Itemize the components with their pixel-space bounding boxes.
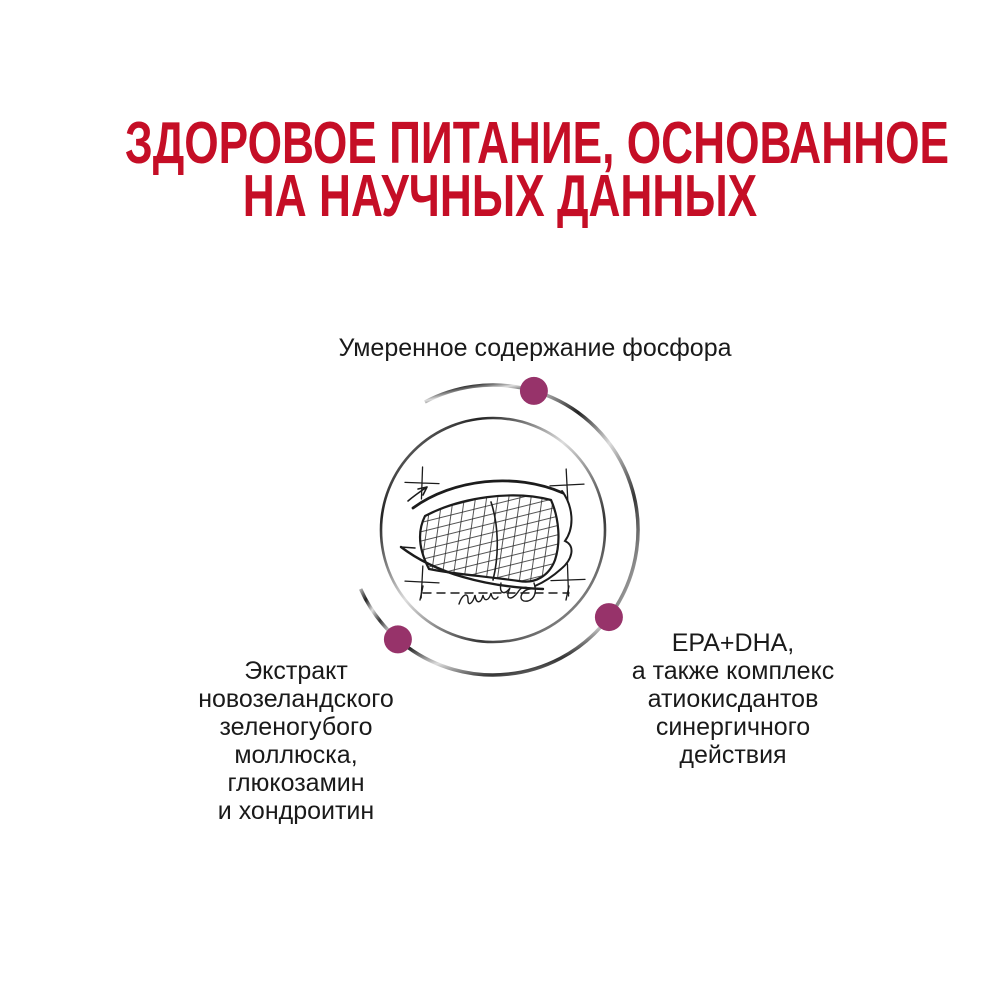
outer-arc-bottom [408, 627, 601, 675]
top-left-arrow [408, 487, 427, 501]
kibble-diagram [313, 350, 673, 710]
bottom-arrowhead [401, 547, 415, 555]
feature-label-epa-line: атиокисдантов [647, 685, 819, 713]
feature-label-epa-line: а также комплекс [631, 657, 835, 685]
feature-label-mussel-line: Экстракт [244, 657, 348, 685]
feature-label-mussel-line: новозеландского [198, 685, 394, 713]
feature-label-epa-line: синергичного [655, 713, 811, 741]
page-title [0, 110, 1000, 229]
feature-label-mussel-line: глюкозамин [227, 769, 365, 797]
orbit-dot-epa [595, 603, 623, 631]
outer-arc-top-left [425, 385, 523, 402]
feature-label-epa-line: EPA+DHA, [671, 629, 795, 657]
dimension-line [420, 586, 569, 600]
orbit-dot-mussel [384, 625, 412, 653]
feature-label-mussel-line: и хондроитин [217, 797, 375, 825]
feature-label-phosphorus: Умеренное содержание фосфора [338, 334, 732, 362]
feature-label-mussel-line: моллюска, [234, 741, 358, 769]
outer-arc-right [545, 395, 638, 607]
outer-arc-accent [361, 589, 389, 631]
headline-line2: НА НАУЧНЫХ ДАННЫХ [242, 163, 758, 229]
feature-label-epa [620, 629, 846, 769]
headline-line1: ЗДОРОВОЕ ПИТАНИЕ, ОСНОВАННОЕ [125, 110, 950, 176]
feature-label-epa-line: действия [679, 741, 787, 769]
feature-label-mussel [181, 657, 411, 825]
feature-label-mussel-line: зеленогубого [219, 713, 373, 741]
kibble-sketch-icon [401, 466, 586, 604]
orbit-dot-phosphorus [520, 377, 548, 405]
